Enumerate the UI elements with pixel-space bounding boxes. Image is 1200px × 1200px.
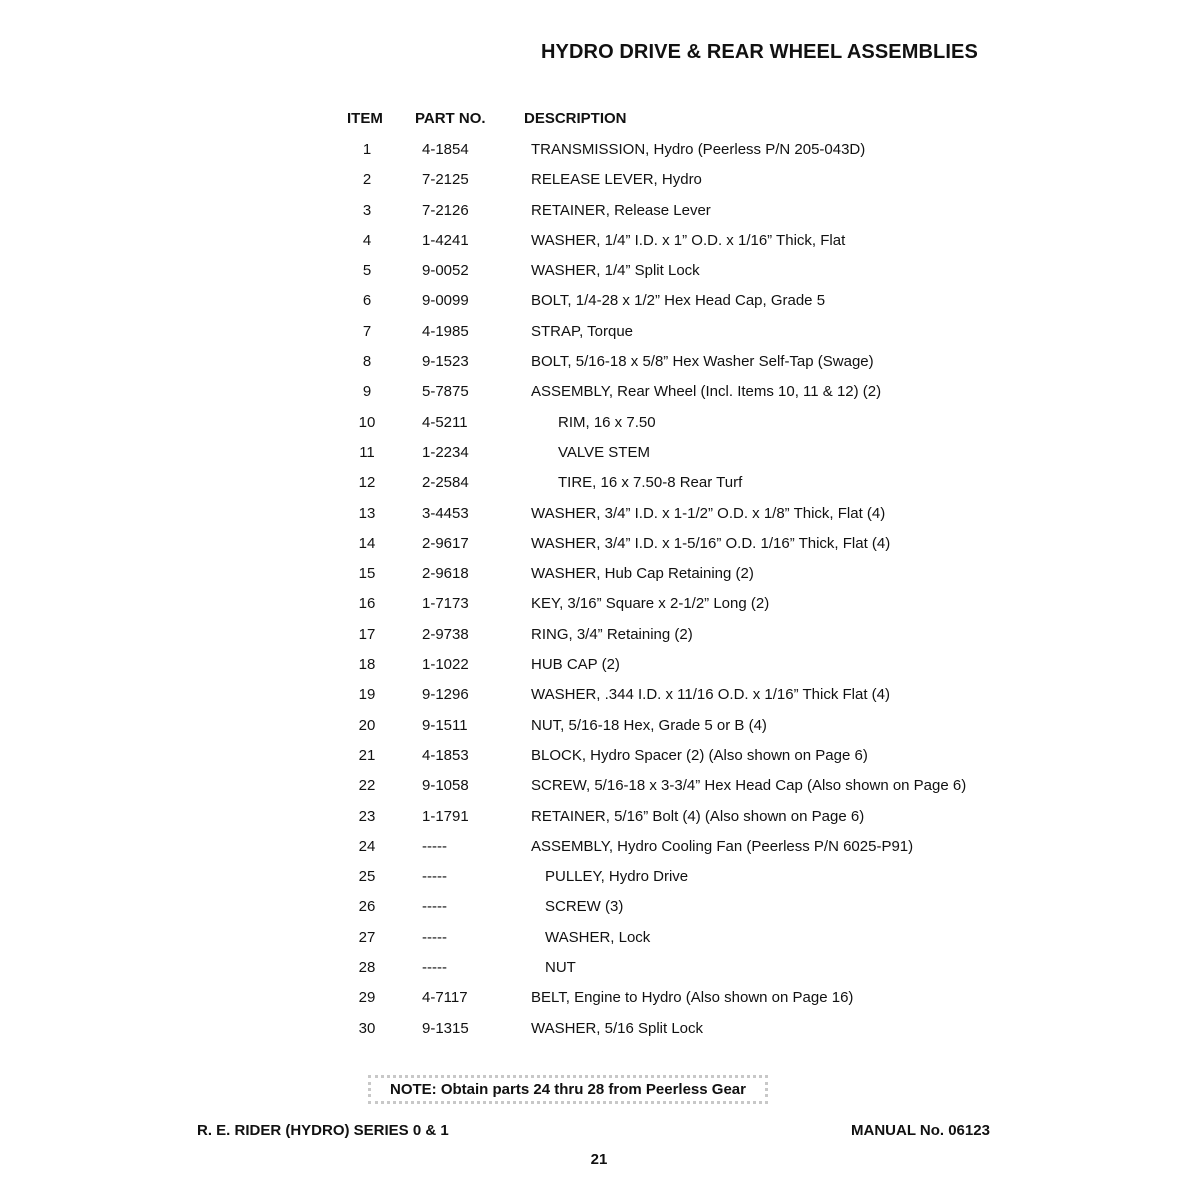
part-description: RIM, 16 x 7.50 <box>558 413 656 431</box>
item-number: 5 <box>362 262 372 280</box>
part-description: WASHER, Hub Cap Retaining (2) <box>531 565 754 583</box>
part-number: 1-1022 <box>422 656 469 674</box>
item-number: 1 <box>362 141 372 158</box>
item-number: 12 <box>358 474 376 492</box>
part-number: 9-0052 <box>422 262 469 280</box>
part-description: ASSEMBLY, Rear Wheel (Incl. Items 10, 11 & 12) (2) <box>531 383 882 401</box>
part-number: 4-7117 <box>422 989 468 1007</box>
part-number: 9-1523 <box>422 353 469 371</box>
column-header-part-no: PART NO. <box>415 110 486 127</box>
part-number: 4-1853 <box>422 746 469 764</box>
part-description: TIRE, 16 x 7.50-8 Rear Turf <box>558 474 743 492</box>
part-description: WASHER, .344 I.D. x 11/16 O.D. x 1/16” Thick Flat (4) <box>531 686 891 704</box>
table-row <box>0 747 1200 777</box>
item-number: 19 <box>358 686 376 704</box>
part-description: RING, 3/4” Retaining (2) <box>531 625 693 643</box>
part-description: WASHER, 3/4” I.D. x 1-5/16” O.D. 1/16” Thick, Flat (4) <box>531 534 891 552</box>
table-row <box>0 959 1200 989</box>
table-row <box>0 383 1200 413</box>
part-number: 9-1058 <box>422 777 469 795</box>
part-number: 9-1296 <box>422 686 469 704</box>
part-description: NUT, 5/16-18 Hex, Grade 5 or B (4) <box>531 716 767 734</box>
table-row <box>0 202 1200 232</box>
item-number: 29 <box>358 989 376 1007</box>
item-number: 25 <box>358 868 376 886</box>
item-number: 6 <box>362 292 372 310</box>
item-number: 30 <box>358 1019 376 1037</box>
part-description: WASHER, 5/16 Split Lock <box>531 1019 704 1037</box>
table-row <box>0 292 1200 322</box>
part-number: 9-1315 <box>422 1019 469 1037</box>
item-number: 17 <box>358 625 376 643</box>
part-number: 1-1791 <box>422 807 469 825</box>
part-number: 2-9738 <box>422 625 469 643</box>
item-number: 20 <box>358 716 376 734</box>
table-row <box>0 898 1200 928</box>
table-row <box>0 232 1200 262</box>
part-description: RELEASE LEVER, Hydro <box>531 171 702 189</box>
item-number: 15 <box>358 565 376 583</box>
table-row <box>0 474 1200 504</box>
part-description: BOLT, 5/16-18 x 5/8” Hex Washer Self-Tap (Swage) <box>531 353 874 371</box>
part-description: BOLT, 1/4-28 x 1/2” Hex Head Cap, Grade 5 <box>531 292 826 310</box>
table-row <box>0 505 1200 535</box>
part-number: 2-9617 <box>422 534 469 552</box>
item-number: 26 <box>358 898 376 916</box>
item-number: 18 <box>358 656 376 674</box>
table-row <box>0 717 1200 747</box>
part-number: 2-2584 <box>422 474 469 492</box>
part-number: 4-5211 <box>422 413 468 431</box>
part-number: 1-4241 <box>422 231 469 249</box>
part-number: ----- <box>422 898 447 916</box>
table-row <box>0 1020 1200 1050</box>
part-description: SCREW, 5/16-18 x 3-3/4” Hex Head Cap (Also shown on Page 6) <box>531 777 967 795</box>
table-row <box>0 414 1200 444</box>
page-title: HYDRO DRIVE & REAR WHEEL ASSEMBLIES <box>541 41 978 63</box>
part-number: 4-1854 <box>422 141 469 158</box>
part-number: 2-9618 <box>422 565 469 583</box>
table-row <box>0 686 1200 716</box>
table-row <box>0 777 1200 807</box>
part-number: 9-0099 <box>422 292 469 310</box>
part-number: ----- <box>422 928 447 946</box>
part-description: RETAINER, Release Lever <box>531 201 711 219</box>
parts-list <box>0 141 1200 1050</box>
part-description: ASSEMBLY, Hydro Cooling Fan (Peerless P/N 6025-P91) <box>531 837 914 855</box>
table-row <box>0 565 1200 595</box>
item-number: 21 <box>358 746 376 764</box>
part-description: WASHER, 3/4” I.D. x 1-1/2” O.D. x 1/8” Thick, Flat (4) <box>531 504 886 522</box>
item-number: 27 <box>358 928 376 946</box>
item-number: 11 <box>359 443 375 461</box>
part-description: BLOCK, Hydro Spacer (2) (Also shown on Page 6) <box>531 746 868 764</box>
table-row <box>0 838 1200 868</box>
part-number: 5-7875 <box>422 383 469 401</box>
item-number: 7 <box>362 322 372 340</box>
part-description: WASHER, 1/4” I.D. x 1” O.D. x 1/16” Thick, Flat <box>531 231 846 249</box>
column-header-item: ITEM <box>347 110 383 127</box>
item-number: 24 <box>358 837 376 855</box>
footer-manual-number: MANUAL No. 06123 <box>851 1122 990 1139</box>
part-description: WASHER, 1/4” Split Lock <box>531 262 700 280</box>
part-description: TRANSMISSION, Hydro (Peerless P/N 205-043D) <box>531 141 866 158</box>
part-number: 3-4453 <box>422 504 469 522</box>
table-row <box>0 171 1200 201</box>
table-row <box>0 444 1200 474</box>
item-number: 28 <box>358 959 376 977</box>
part-description: STRAP, Torque <box>531 322 634 340</box>
table-row <box>0 353 1200 383</box>
column-header-description: DESCRIPTION <box>524 110 627 127</box>
footer-model: R. E. RIDER (HYDRO) SERIES 0 & 1 <box>197 1122 449 1139</box>
part-number: 4-1985 <box>422 322 469 340</box>
item-number: 4 <box>362 231 372 249</box>
part-number: 1-7173 <box>422 595 469 613</box>
table-row <box>0 141 1200 171</box>
part-number: 9-1511 <box>422 716 468 734</box>
item-number: 14 <box>358 534 376 552</box>
part-description: SCREW (3) <box>545 898 624 916</box>
item-number: 23 <box>358 807 376 825</box>
part-description: BELT, Engine to Hydro (Also shown on Page 16) <box>531 989 854 1007</box>
page-number: 21 <box>590 1151 608 1168</box>
table-row <box>0 989 1200 1019</box>
part-number: ----- <box>422 837 447 855</box>
part-description: RETAINER, 5/16” Bolt (4) (Also shown on Page 6) <box>531 807 865 825</box>
note-text: NOTE: Obtain parts 24 thru 28 from Peerless Gear <box>390 1081 746 1098</box>
table-row <box>0 929 1200 959</box>
item-number: 13 <box>358 504 376 522</box>
part-description: WASHER, Lock <box>545 928 651 946</box>
part-description: NUT <box>545 959 576 977</box>
item-number: 16 <box>358 595 376 613</box>
table-row <box>0 868 1200 898</box>
item-number: 8 <box>362 353 372 371</box>
table-row <box>0 595 1200 625</box>
item-number: 10 <box>358 413 376 431</box>
table-row <box>0 323 1200 353</box>
part-description: VALVE STEM <box>558 443 650 461</box>
note-box <box>368 1075 768 1104</box>
table-row <box>0 808 1200 838</box>
part-number: ----- <box>422 959 447 977</box>
table-row <box>0 656 1200 686</box>
table-row <box>0 535 1200 565</box>
item-number: 9 <box>362 383 372 401</box>
item-number: 3 <box>362 201 372 219</box>
part-number: 7-2126 <box>422 201 469 219</box>
part-description: PULLEY, Hydro Drive <box>545 868 689 886</box>
part-number: 1-2234 <box>422 443 469 461</box>
table-row <box>0 626 1200 656</box>
part-description: HUB CAP (2) <box>531 656 620 674</box>
table-row <box>0 262 1200 292</box>
part-description: KEY, 3/16” Square x 2-1/2” Long (2) <box>531 595 770 613</box>
part-number: ----- <box>422 868 447 886</box>
item-number: 2 <box>362 171 372 189</box>
item-number: 22 <box>358 777 376 795</box>
part-number: 7-2125 <box>422 171 469 189</box>
